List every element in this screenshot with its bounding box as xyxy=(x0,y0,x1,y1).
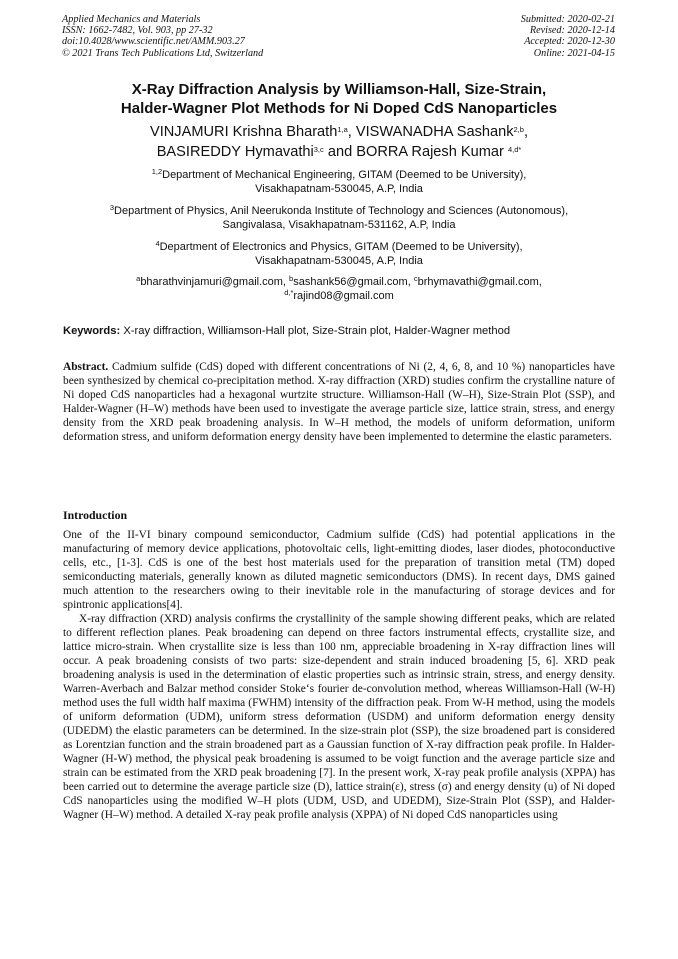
introduction-paragraph-1: One of the II-VI binary compound semiconductor, Cadmium sulfide (CdS) had potential applications in the manufacturing of memory device applications, photovoltaic cells, light-emitting diodes, laser diodes, photoconductive cells, etc., [1-3]. CdS is one of the best host materials used for the preparation of transition metal (TM) doped semiconducting materials, generally known as diluted magnetic semiconductors (DMS). In recent days, DMS gained much attention to the researchers owing to their inevitable role in the manufacturing of storage devices and for spintronic applications[4]. xyxy=(63,529,615,611)
abstract-text: Cadmium sulfide (CdS) doped with different concentrations of Ni (2, 4, 6, 8, and 10 %) nanoparticles have been synthesized by chemical co-precipitation method. X-ray diffraction (XRD) studies confirm the crystalline nature of Ni doped CdS nanoparticles had a hexagonal wurtzite structure. Williamson-Hall (W–H), Size-Strain Plot (SSP), and Halder-Wagner (H–W) methods have been used to investigate the average particle size, lattice strain, stress, and energy density from the XRD peak broadening analysis. In W–H method, the models of uniform deformation, uniform deformation stress, and uniform deformation energy density have been implemented to determine the elastic parameters. xyxy=(63,361,615,443)
affiliation-3-line-2: Visakhapatnam-530045, A.P, India xyxy=(255,255,423,267)
email-b-sup: b xyxy=(289,274,294,283)
keywords xyxy=(63,325,615,337)
email-a: bharathvinjamuri@gmail.com, xyxy=(140,276,286,288)
emails-line-1 xyxy=(40,275,638,289)
email-d: rajind08@gmail.com xyxy=(293,290,394,302)
date-submitted: Submitted: 2020-02-21 xyxy=(520,14,615,25)
affiliation-2-line-1: Department of Physics, Anil Neerukonda Institute of Technology and Sciences (Autonomous), xyxy=(114,205,569,217)
publication-dates xyxy=(521,14,615,59)
journal-info xyxy=(62,14,263,59)
date-accepted: Accepted: 2020-12-30 xyxy=(524,36,615,48)
author-list xyxy=(40,122,638,162)
author-4-sup: 4,d* xyxy=(507,145,522,154)
title-line-2: Halder-Wagner Plot Methods for Ni Doped CdS Nanoparticles xyxy=(120,100,558,117)
affiliation-1-line-2: Visakhapatnam-530045, A.P, India xyxy=(255,183,423,195)
email-a-sup: a xyxy=(136,274,141,283)
authors-line-2 xyxy=(40,142,638,162)
author-1: VINJAMURI Krishna Bharath xyxy=(149,124,338,140)
paper-title xyxy=(40,80,638,118)
date-revised: Revised: 2020-12-14 xyxy=(529,25,615,37)
affiliation-1-sup: 1,2 xyxy=(151,167,163,176)
email-d-sup: d,* xyxy=(284,288,294,297)
affiliations xyxy=(40,168,638,303)
email-c: brhymavathi@gmail.com, xyxy=(417,276,542,288)
author-3: BASIREDDY Hymavathi xyxy=(156,144,314,160)
journal-name: Applied Mechanics and Materials xyxy=(62,14,201,25)
affiliation-1-line-1: Department of Mechanical Engineering, GITAM (Deemed to be University), xyxy=(162,169,527,181)
affiliation-3-line-1: Department of Electronics and Physics, GITAM (Deemed to be University), xyxy=(159,241,523,253)
journal-copyright: © 2021 Trans Tech Publications Ltd, Switzerland xyxy=(62,47,264,59)
author-emails xyxy=(40,275,638,303)
affiliation-2-sup: 3 xyxy=(109,203,115,212)
author-3-sup: 3,c xyxy=(313,145,324,154)
keywords-text: X-ray diffraction, Williamson-Hall plot, Size-Strain plot, Halder-Wagner method xyxy=(123,325,511,337)
affiliation-2-line-2: Sangivalasa, Visakhapatnam-531162, A.P, India xyxy=(222,219,456,231)
abstract xyxy=(63,360,615,444)
author-conjunction: and xyxy=(327,144,353,160)
title-line-1: X-Ray Diffraction Analysis by Williamson-Hall, Size-Strain, xyxy=(131,81,547,98)
keywords-label: Keywords: xyxy=(63,325,121,337)
author-4: BORRA Rajesh Kumar xyxy=(356,144,504,160)
affiliation-3-sup: 4 xyxy=(155,239,160,248)
affiliation-1 xyxy=(40,168,638,196)
author-2: VISWANADHA Sashank xyxy=(355,124,514,140)
authors-line-1: VINJAMURI Krishna Bharath$^{1,a}$, VISWANADHA Sashank$^{2,b}$, xyxy=(149,124,529,140)
introduction-heading: Introduction xyxy=(63,508,128,522)
journal-doi: doi:10.4028/www.scientific.net/AMM.903.27 xyxy=(62,36,245,48)
abstract-label: Abstract. xyxy=(63,361,109,373)
author-2-sup: 2,b xyxy=(513,125,524,134)
introduction-paragraph-2: X-ray diffraction (XRD) analysis confirms the crystallinity of the sample showing different peaks, which are related to different reflection planes. Peak broadening can depend on three factors instrumental effects, crystallite size, and lattice micro-strain. When crystallite size is less than 100 nm, appreciable broadening in X-ray diffraction lines will occur. A peak broadening consists of two parts: size-dependent and strain induced broadening [5, 6]. XRD peak broadening analysis is used in the determination of elastic properties such as intrinsic strain, stress, and energy density. Warren-Averbach and Balzar method consider Stoke‘s fourier de-convolution method, whereas Williamson-Hall (W-H) method uses the full width half maxima (FWHM) intensity of the diffraction peak. From W-H method, using the models of uniform deformation (UDM), uniform stress deformation (USDM) and uniform deformation energy density (UDEDM) the elastic parameters can be determined. In the size-strain plot (SSP), the size broadened part is considered as Lorentzian function and the strain broadened part as a Gaussian function of X-ray diffraction peak profile. In Halder-Wagner (H-W) method, the physical peak broadening is assumed to be voigt function and the average particle size and strain can be estimated from the XRD peak broadening [7]. In the present work, X-ray peak profile analysis (XPPA) has been carried out to determine the average particle size (D), lattice strain(ε), stress (σ) and energy density (u) of Ni doped CdS nanoparticles using the modified W–H plots (UDM, USD, and UDEDM), Size-Strain Plot (SSP), and Halder-Wagner (H–W) method. A detailed X-ray peak profile analysis (XPPA) of Ni doped CdS nanoparticles using xyxy=(63,613,615,821)
email-b: sashank56@gmail.com, xyxy=(293,276,411,288)
email-c-sup: c xyxy=(413,274,418,283)
affiliation-2 xyxy=(40,204,638,232)
author-1-sup: 1,a xyxy=(337,125,348,134)
journal-issn: ISSN: 1662-7482, Vol. 903, pp 27-32 xyxy=(62,25,213,37)
date-online: Online: 2021-04-15 xyxy=(533,47,615,59)
affiliation-3 xyxy=(40,240,638,268)
emails-line-2 xyxy=(40,289,638,303)
